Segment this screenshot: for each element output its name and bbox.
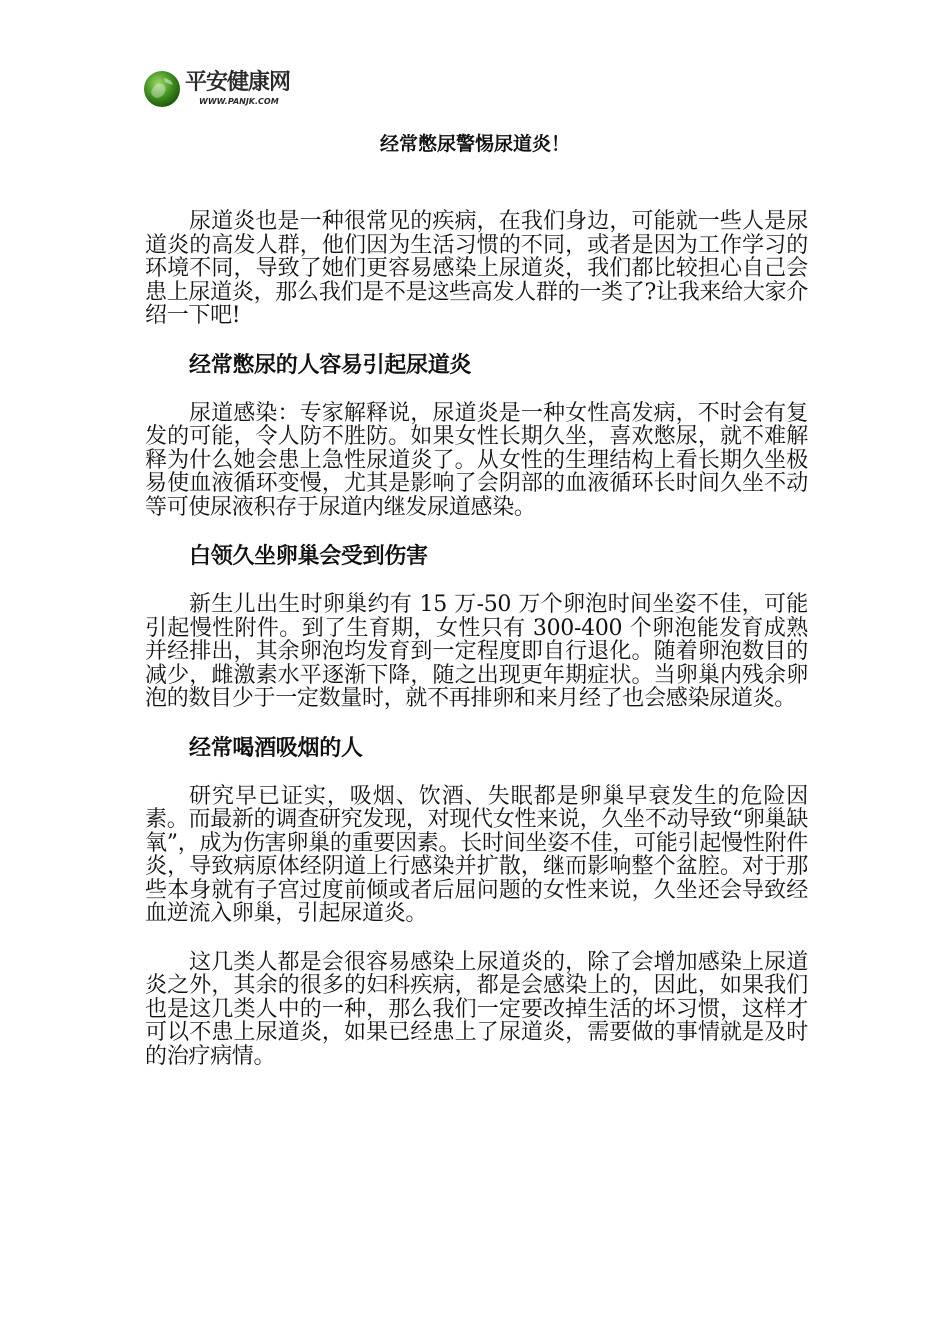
conclusion-paragraph: 这几类人都是会很容易感染上尿道炎的，除了会增加感染上尿道炎之外，其余的很多的妇科疾病，都是会感染上的，因此，如果我们也是这几类人中的一种，那么我们一定要改掉生活的坏习惯，这样才可以不患上尿道炎，如果已经患上了尿道炎，需要做的事情就是及时的治疗病情。 xyxy=(145,949,808,1069)
globe-icon xyxy=(143,70,181,108)
document-title: 经常憋尿警惕尿道炎！ xyxy=(379,133,570,155)
section-paragraph: 研究早已证实，吸烟、饮酒、失眠都是卵巢早衰发生的危险因素。而最新的调查研究发现，对现代女性来说，久坐不动导致“卵巢缺氧”，成为伤害卵巢的重要因素。长时间坐姿不佳，可能引起慢性附件炎，导致病原体经阴道上行感染并扩散，继而影响整个盆腔。对于那些本身就有子宫过度前倾或者后屈问题的女性来说，久坐还会导致经血逆流入卵巢，引起尿道炎。 xyxy=(145,783,808,926)
section-paragraph: 尿道感染：专家解释说，尿道炎是一种女性高发病，不时会有复发的可能，令人防不胜防。如果女性长期久坐，喜欢憋尿，就不难解释为什么她会患上急性尿道炎了。从女性的生理结构上看长期久坐极易使血液循环变慢，尤其是影响了会阴部的血液循环长时间久坐不动等可使尿液积存于尿道内继发尿道感染。 xyxy=(145,400,808,520)
document-body xyxy=(145,210,808,1093)
logo-url: WWW.PANJK.COM xyxy=(199,97,279,106)
section-heading: 白领久坐卵巢会受到伤害 xyxy=(189,543,428,569)
section-paragraph: 新生儿出生时卵巢约有 15 万-50 万个卵泡时间坐姿不佳，可能引起慢性附件。到了生育期，女性只有 300-400 个卵泡能发育成熟并经排出，其余卵泡均发育到一定程度即自行退化。随着卵泡数目的减少，雌激素水平逐渐下降，随之出现更年期症状。当卵巢内残余卵泡的数目少于一定数量时，就不再排卵和来月经了也会感染尿道炎。 xyxy=(145,592,808,711)
section-heading: 经常憋尿的人容易引起尿道炎 xyxy=(189,351,472,378)
intro-paragraph: 尿道炎也是一种很常见的疾病，在我们身边，可能就一些人是尿道炎的高发人群，他们因为生活习惯的不同，或者是因为工作学习的环境不同，导致了她们更容易感染上尿道炎，我们都比较担心自己会患上尿道炎，那么我们是不是这些高发人群的一类了?让我来给大家介绍一下吧! xyxy=(145,209,808,328)
section-heading: 经常喝酒吸烟的人 xyxy=(189,734,363,761)
logo-title: 平安健康网 xyxy=(185,70,291,95)
site-logo[interactable] xyxy=(143,70,323,112)
